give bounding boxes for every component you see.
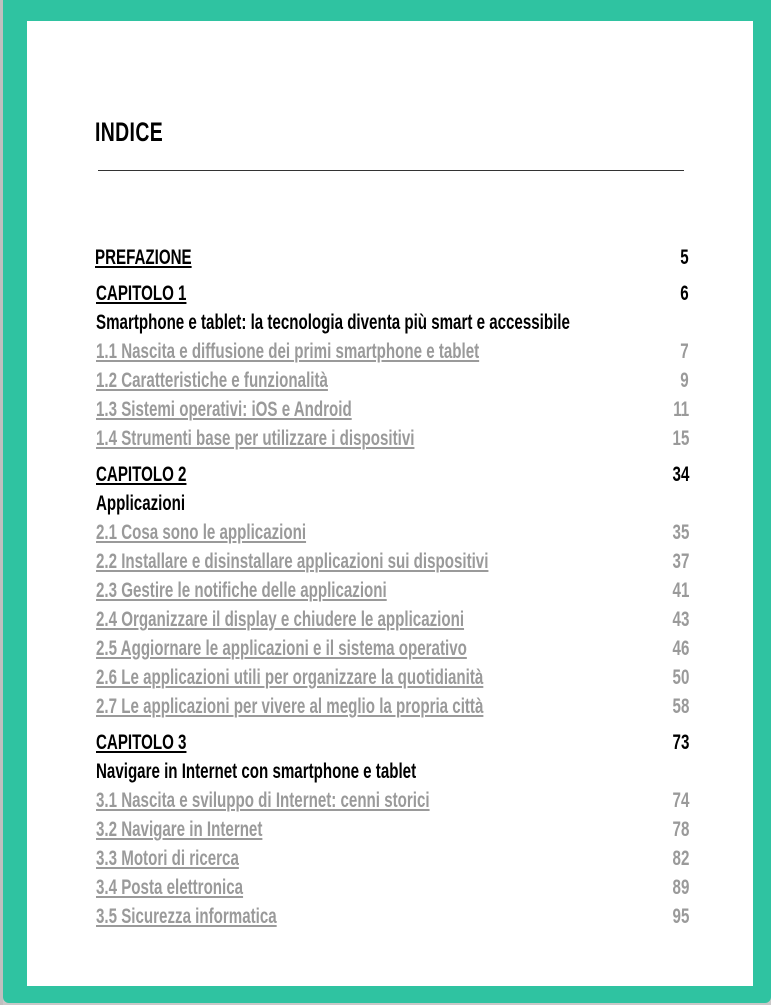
toc-section[interactable] xyxy=(95,634,689,663)
toc-section[interactable] xyxy=(95,902,689,931)
toc-page-number: 58 xyxy=(672,695,689,718)
toc-page-number: 15 xyxy=(672,427,689,450)
toc-page-number: 95 xyxy=(672,905,689,928)
chapter-subtitle-text: Applicazioni xyxy=(96,492,186,515)
toc-chapter-3[interactable] xyxy=(95,728,689,757)
toc-page-number: 34 xyxy=(672,463,689,486)
page-frame xyxy=(3,0,771,1003)
toc-page-number: 89 xyxy=(672,876,689,899)
toc-page-number: 9 xyxy=(680,369,689,392)
page-title: INDICE xyxy=(95,117,164,147)
toc-page-number: 82 xyxy=(672,847,689,870)
toc-page-number: 6 xyxy=(680,282,689,305)
toc-entry-label: 2.5 Aggiornare le applicazioni e il sistema operativo xyxy=(96,637,467,660)
toc-section[interactable] xyxy=(95,873,689,902)
toc-entry-label: 1.1 Nascita e diffusione dei primi smartphone e tablet xyxy=(96,340,480,363)
title-divider xyxy=(98,170,684,171)
chapter-subtitle xyxy=(95,489,689,518)
toc-chapter-2[interactable] xyxy=(95,460,689,489)
toc-entry-label: 2.4 Organizzare il display e chiudere le applicazioni xyxy=(96,608,465,631)
toc-page-number: 43 xyxy=(672,608,689,631)
toc-entry-label: 2.6 Le applicazioni utili per organizzare la quotidianità xyxy=(96,666,484,689)
toc-section[interactable] xyxy=(95,692,689,721)
toc-entry-label: 2.1 Cosa sono le applicazioni xyxy=(96,521,307,544)
toc-section[interactable] xyxy=(95,547,689,576)
toc-entry-label: 3.2 Navigare in Internet xyxy=(96,818,263,841)
chapter-heading: CAPITOLO 3 xyxy=(96,731,187,754)
toc-section[interactable] xyxy=(95,337,689,366)
toc-section[interactable] xyxy=(95,786,689,815)
toc-section[interactable] xyxy=(95,518,689,547)
toc-section[interactable] xyxy=(95,663,689,692)
chapter-subtitle-text: Navigare in Internet con smartphone e tablet xyxy=(96,760,417,783)
toc-chapter-1[interactable] xyxy=(95,279,689,308)
toc-prefazione[interactable] xyxy=(95,243,689,272)
toc-section[interactable] xyxy=(95,844,689,873)
toc-entry-label: 1.4 Strumenti base per utilizzare i dispositivi xyxy=(96,427,415,450)
toc-entry-label: PREFAZIONE xyxy=(95,246,192,269)
toc-page-number: 35 xyxy=(672,521,689,544)
toc-section[interactable] xyxy=(95,576,689,605)
toc-section[interactable] xyxy=(95,366,689,395)
toc-page-number: 46 xyxy=(672,637,689,660)
toc-page-number: 5 xyxy=(680,246,689,269)
toc-entry-label: 2.3 Gestire le notifiche delle applicazioni xyxy=(96,579,387,602)
chapter-subtitle xyxy=(95,757,689,786)
chapter-heading: CAPITOLO 1 xyxy=(96,282,187,305)
toc-entry-label: 3.5 Sicurezza informatica xyxy=(96,905,277,928)
toc-entry-label: 2.2 Installare e disinstallare applicazioni sui dispositivi xyxy=(96,550,489,573)
document-page xyxy=(27,21,753,986)
chapter-heading: CAPITOLO 2 xyxy=(96,463,187,486)
toc-page-number: 78 xyxy=(672,818,689,841)
toc-entry-label: 1.3 Sistemi operativi: iOS e Android xyxy=(96,398,352,421)
toc-entry-label: 3.4 Posta elettronica xyxy=(96,876,244,899)
toc-section[interactable] xyxy=(95,605,689,634)
toc-entry-label: 3.3 Motori di ricerca xyxy=(96,847,239,870)
chapter-subtitle xyxy=(95,308,689,337)
toc-page-number: 37 xyxy=(672,550,689,573)
toc-section[interactable] xyxy=(95,395,689,424)
toc-section[interactable] xyxy=(95,815,689,844)
toc-entry-label: 1.2 Caratteristiche e funzionalità xyxy=(96,369,328,392)
toc-page-number: 73 xyxy=(672,731,689,754)
toc-page-number: 41 xyxy=(672,579,689,602)
toc-entry-label: 2.7 Le applicazioni per vivere al meglio la propria città xyxy=(96,695,484,718)
toc-page-number: 74 xyxy=(672,789,689,812)
table-of-contents xyxy=(95,243,689,931)
toc-page-number: 50 xyxy=(672,666,689,689)
toc-section[interactable] xyxy=(95,424,689,453)
toc-page-number: 7 xyxy=(680,340,689,363)
toc-page-number: 11 xyxy=(673,398,689,421)
chapter-subtitle-text: Smartphone e tablet: la tecnologia diventa più smart e accessibile xyxy=(96,311,570,334)
toc-entry-label: 3.1 Nascita e sviluppo di Internet: cenni storici xyxy=(96,789,430,812)
